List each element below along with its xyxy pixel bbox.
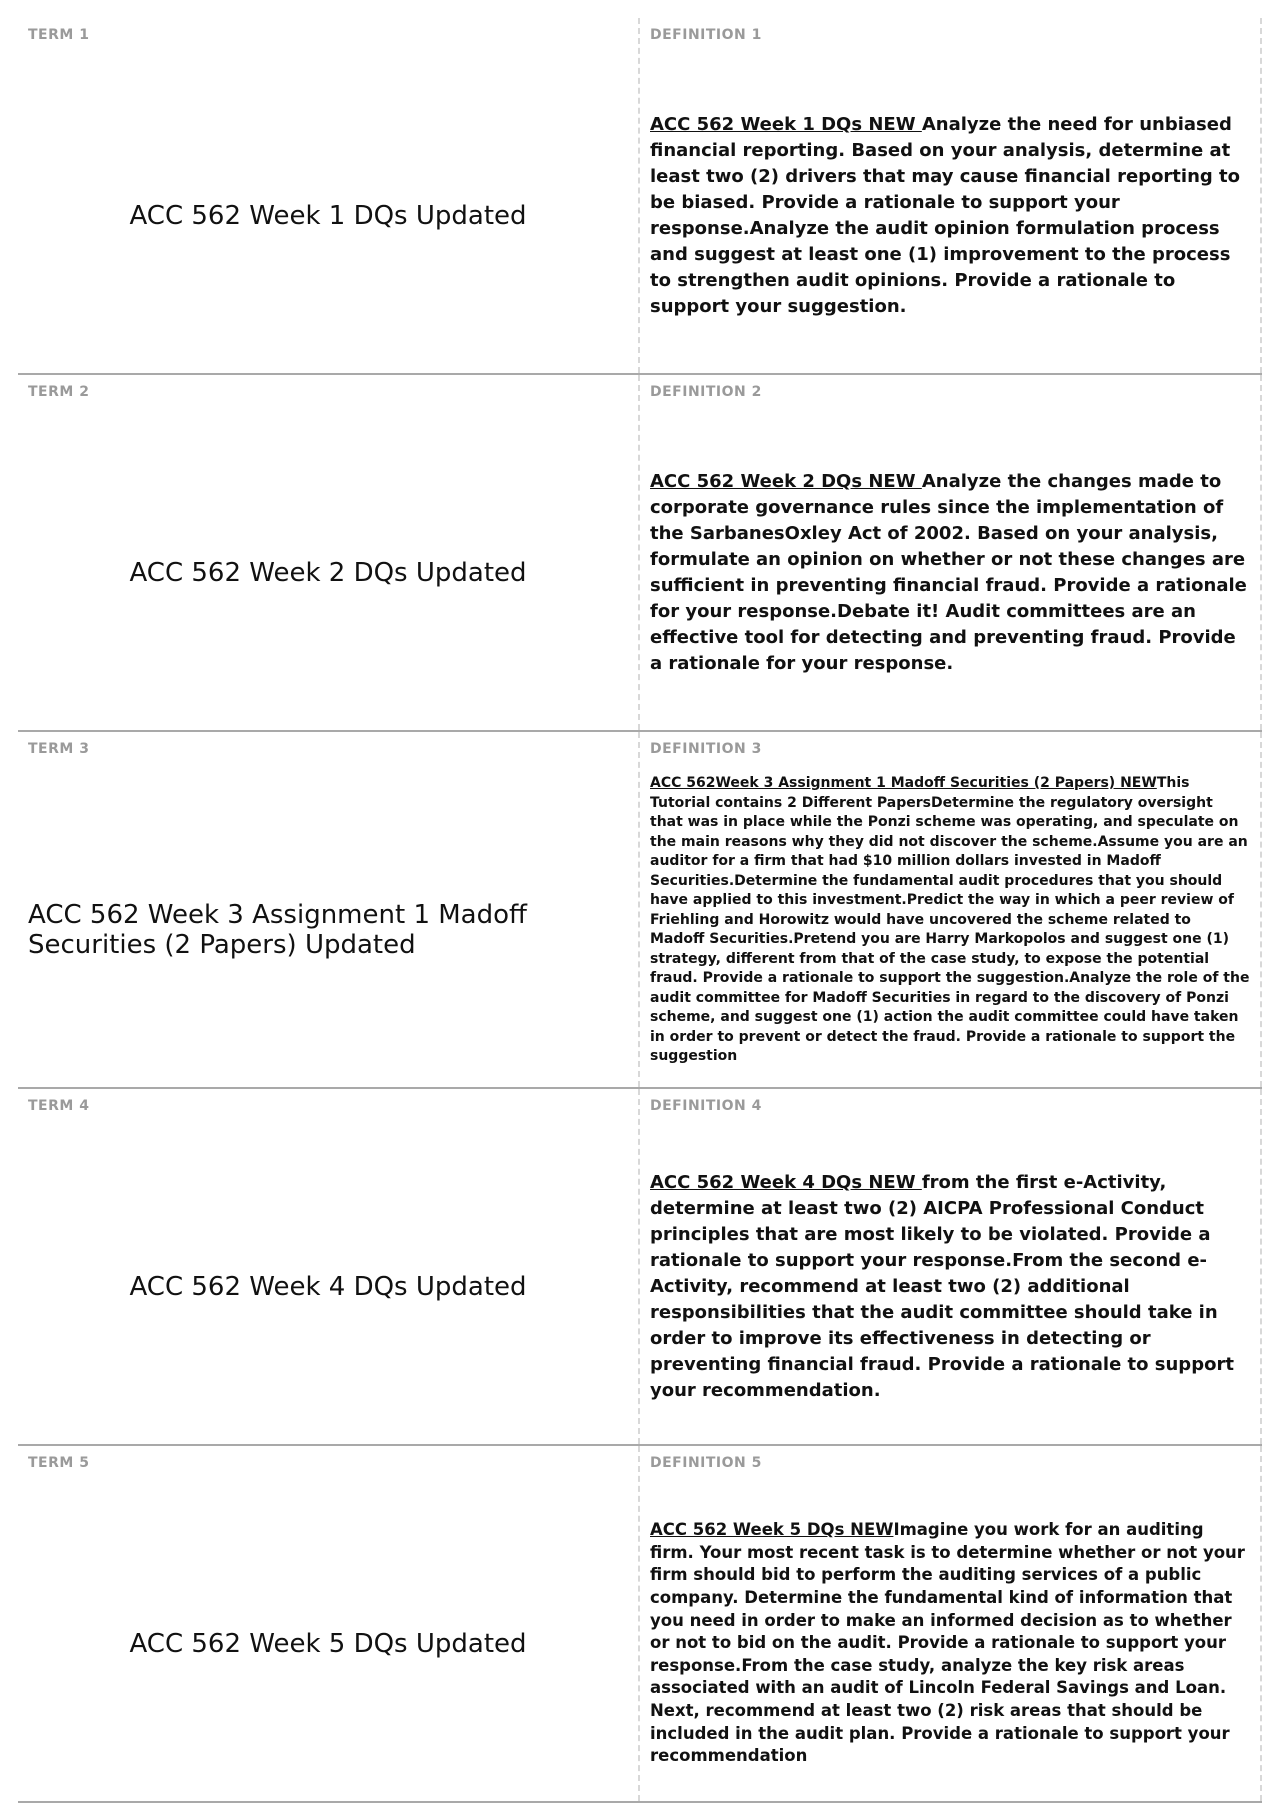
definition-lead: ACC 562 Week 1 DQs NEW <box>650 113 922 135</box>
term-label: TERM 2 <box>28 384 90 400</box>
flashcard-3 <box>18 732 1262 1089</box>
flashcard-list <box>18 18 1262 1803</box>
definition-body: Imagine you work for an auditing firm. Your most recent task is to determine whether or not your firm should bid to perform the auditing services of a public company. Determine the fundamental kind of information that you need in order to make an informed decision as to whether or not to bid on the audit. Provide a rationale to support your response.From the case study, analyze the key risk areas associated with an audit of Lincoln Federal Savings and Loan. Next, recommend at least two (2) risk areas that should be included in the audit plan. Provide a rationale to support your recommendation <box>650 1520 1245 1766</box>
definition-cell <box>640 1446 1262 1801</box>
term-label: TERM 5 <box>28 1455 90 1471</box>
flashcard-1 <box>18 18 1262 375</box>
definition-lead: ACC 562 Week 4 DQs NEW <box>650 1171 922 1193</box>
term-text: ACC 562 Week 5 DQs Updated <box>129 1628 527 1659</box>
term-cell <box>18 375 640 730</box>
term-label: TERM 4 <box>28 1098 90 1114</box>
definition-body: This Tutorial contains 2 Different PapersDetermine the regulatory oversight that was in place while the Ponzi scheme was operating, and speculate on the main reasons why they did not discover the scheme.Assume you are an auditor for a firm that had $10 million dollars invested in Madoff Securities.Determine the fundamental audit procedures that you should have applied to this investment.Predict the way in which a peer review of Friehling and Horowitz would have uncovered the scheme related to Madoff Securities.Pretend you are Harry Markopolos and suggest one (1) strategy, different from that of the case study, to expose the potential fraud. Provide a rationale to support the suggestion.Analyze the role of the audit committee for Madoff Securities in regard to the discovery of Ponzi scheme, and suggest one (1) action the audit committee could have taken in order to prevent or detect the fraud. Provide a rationale to support the suggestion <box>650 775 1250 1064</box>
definition-label: DEFINITION 1 <box>650 27 762 43</box>
definition-label: DEFINITION 5 <box>650 1455 762 1471</box>
term-cell <box>18 732 640 1087</box>
definition-lead: ACC 562 Week 2 DQs NEW <box>650 470 922 492</box>
definition-body: from the first e-Activity, determine at least two (2) AICPA Professional Conduct principles that are most likely to be violated. Provide a rationale to support your response.From the second e-Activity, recommend at least two (2) additional responsibilities that the audit committee should take in order to improve its effectiveness in detecting or preventing financial fraud. Provide a rationale to support your recommendation. <box>650 1171 1234 1401</box>
term-label: TERM 3 <box>28 741 90 757</box>
definition-label: DEFINITION 3 <box>650 741 762 757</box>
term-cell <box>18 18 640 373</box>
definition-text <box>650 1486 1250 1801</box>
definition-text <box>650 58 1250 373</box>
definition-cell <box>640 1089 1262 1444</box>
definition-label: DEFINITION 4 <box>650 1098 762 1114</box>
definition-cell <box>640 18 1262 373</box>
definition-cell <box>640 732 1262 1087</box>
definition-text <box>650 774 1250 1087</box>
definition-text <box>650 415 1250 730</box>
term-text: ACC 562 Week 1 DQs Updated <box>129 200 527 231</box>
term-text: ACC 562 Week 2 DQs Updated <box>129 557 527 588</box>
flashcard-2 <box>18 375 1262 732</box>
flashcard-5 <box>18 1446 1262 1803</box>
definition-body: Analyze the changes made to corporate governance rules since the implementation of the SarbanesOxley Act of 2002. Based on your analysis, formulate an opinion on whether or not these changes are sufficient in preventing financial fraud. Provide a rationale for your response.Debate it! Audit committees are an effective tool for detecting and preventing fraud. Provide a rationale for your response. <box>650 470 1247 674</box>
definition-text <box>650 1129 1250 1444</box>
term-cell <box>18 1446 640 1801</box>
term-label: TERM 1 <box>28 27 90 43</box>
term-cell <box>18 1089 640 1444</box>
definition-lead: ACC 562 Week 5 DQs NEW <box>650 1520 894 1540</box>
definition-body: Analyze the need for unbiased financial reporting. Based on your analysis, determine at least two (2) drivers that may cause financial reporting to be biased. Provide a rationale to support your response.Analyze the audit opinion formulation process and suggest at least one (1) improvement to the process to strengthen audit opinions. Provide a rationale to support your suggestion. <box>650 113 1241 317</box>
definition-cell <box>640 375 1262 730</box>
term-text: ACC 562 Week 4 DQs Updated <box>129 1271 527 1302</box>
term-text: ACC 562 Week 3 Assignment 1 Madoff Securities (2 Papers) Updated <box>28 899 527 960</box>
flashcard-4 <box>18 1089 1262 1446</box>
definition-label: DEFINITION 2 <box>650 384 762 400</box>
definition-lead: ACC 562Week 3 Assignment 1 Madoff Securities (2 Papers) NEW <box>650 775 1157 791</box>
